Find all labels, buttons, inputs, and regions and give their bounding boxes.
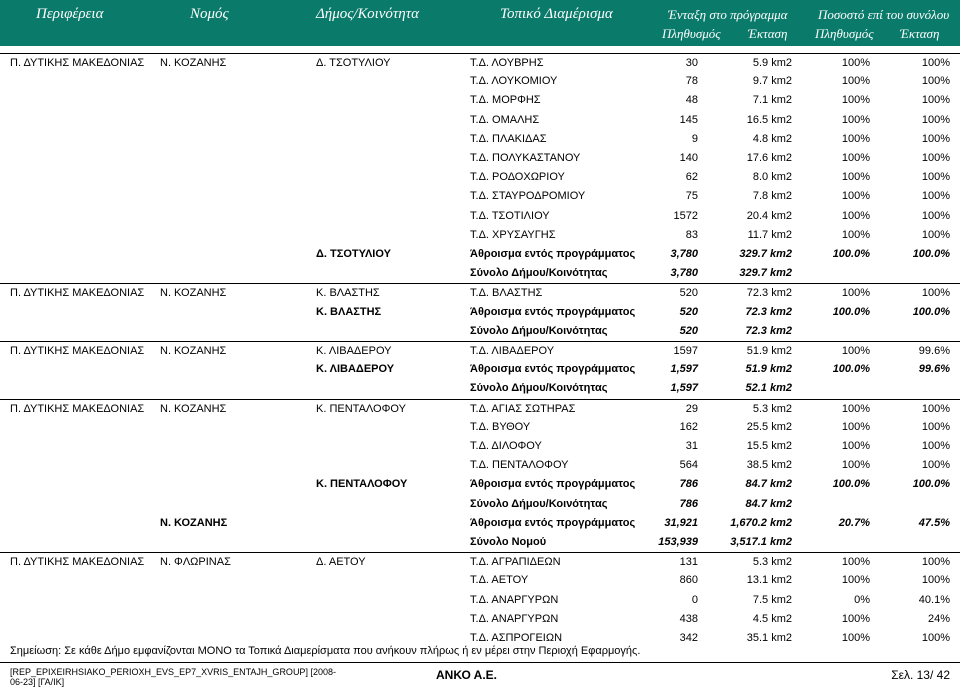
cell-pop: 162 [679,420,698,433]
cell-top: Τ.Δ. ΡΟΔΟΧΩΡΙΟΥ [470,171,565,184]
header-dimos: Δήμος/Κοινότητα [316,6,419,22]
cell-area: 5.9 km2 [752,57,792,69]
cell-per: Π. ΔΥΤΙΚΗΣ ΜΑΚΕΔΟΝΙΑΣ [10,345,145,357]
cell-dim: Κ. ΒΛΑΣΤΗΣ [316,305,382,318]
cell-area: 20.4 km2 [746,209,792,222]
cell-pop: 342 [679,632,698,644]
cell-area: 7.5 km2 [752,593,792,606]
table-header [0,0,960,46]
cell-top: Τ.Δ. ΑΓΙΑΣ ΣΩΤΗΡΑΣ [470,402,576,415]
cell-top: Τ.Δ. ΠΛΑΚΙΔΑΣ [470,132,547,145]
cell-pop: 30 [685,57,698,69]
cell-top: Τ.Δ. ΑΣΠΡΟΓΕΙΩΝ [470,632,563,644]
cell-pa: 100% [921,459,950,472]
cell-area: 11.7 km2 [747,228,792,241]
cell-area: 4.8 km2 [752,132,792,145]
cell-pa: 100% [921,190,950,203]
cell-dim: Κ. ΠΕΝΤΑΛΟΦΟΥ [316,478,408,491]
cell-pop: 1572 [673,209,698,222]
cell-pop: 83 [685,228,698,241]
cell-pp: 100% [841,556,870,569]
cell-pop: 78 [685,75,698,88]
cell-per: Π. ΔΥΤΙΚΗΣ ΜΑΚΕΔΟΝΙΑΣ [10,287,145,300]
cell-pa: 47.5% [918,516,950,529]
cell-area: 16.5 km2 [746,113,792,126]
cell-pa: 99.6% [918,363,950,376]
cell-top: Σύνολο Δήμου/Κοινότητας [470,382,608,395]
table-row [0,53,960,73]
header-plithysmos-2: Πληθυσμός [815,26,874,41]
table-row [0,533,960,552]
table-row [0,226,960,245]
cell-area: 25.5 km2 [746,420,792,433]
cell-top: Άθροισμα εντός προγράμματος [470,478,636,491]
cell-nom: Ν. ΦΛΩΡΙΝΑΣ [160,556,231,569]
table-row [0,130,960,149]
cell-top: Τ.Δ. ΣΤΑΥΡΟΔΡΟΜΙΟΥ [470,190,586,203]
cell-top: Τ.Δ. ΜΟΡΦΗΣ [470,94,541,107]
cell-top: Άθροισμα εντός προγράμματος [470,516,636,529]
table-row [0,610,960,629]
header-periferia: Περιφέρεια [36,6,104,22]
cell-top: Τ.Δ. ΔΙΛΟΦΟΥ [470,440,542,452]
cell-pa: 40.1% [918,593,950,606]
cell-top: Τ.Δ. ΑΝΑΡΓΥΡΩΝ [470,612,559,625]
cell-pop: 31 [685,440,698,452]
cell-per: Π. ΔΥΤΙΚΗΣ ΜΑΚΕΔΟΝΙΑΣ [10,556,145,569]
table-row [0,264,960,283]
cell-area: 9.7 km2 [752,75,792,88]
cell-nom: Ν. ΚΟΖΑΝΗΣ [160,402,227,415]
cell-top: Τ.Δ. ΠΟΛΥΚΑΣΤΑΝΟΥ [470,152,581,164]
cell-pp: 100% [841,459,870,472]
cell-pa: 100% [921,209,950,222]
cell-dim: Κ. ΛΙΒΑΔΕΡΟΥ [316,345,392,357]
cell-pop: 1,597 [670,363,698,376]
cell-pop: 9 [691,132,698,145]
table-row [0,283,960,303]
table-row [0,111,960,130]
cell-dim: Κ. ΒΛΑΣΤΗΣ [316,287,380,300]
cell-pp: 100% [841,75,870,88]
table-row [0,187,960,206]
header-nomos: Νομός [190,6,229,22]
cell-pa: 100% [921,94,950,107]
cell-area: 52.1 km2 [745,382,792,395]
header-pososto: Ποσοστό επί του συνόλου [818,7,950,22]
cell-pop: 145 [679,113,698,126]
table-row [0,379,960,398]
cell-pop: 1,597 [670,382,698,395]
cell-pop: 520 [679,287,698,300]
cell-pp: 100.0% [832,305,870,318]
cell-pop: 786 [679,478,698,491]
header-ektasi-2: Έκταση [900,26,940,41]
cell-pop: 1597 [673,345,698,357]
cell-pop: 48 [685,94,698,107]
cell-pp: 100% [841,132,870,145]
cell-pp: 100% [841,209,870,222]
page-number: Σελ. 13/ 42 [891,668,950,682]
cell-pp: 20.7% [838,516,870,529]
cell-area: 51.9 km2 [745,363,792,376]
cell-area: 3,517.1 km2 [730,536,792,548]
table-row [0,341,960,361]
cell-area: 84.7 km2 [745,478,792,491]
cell-pa: 100% [921,440,950,452]
cell-pa: 100.0% [912,248,950,260]
cell-pp: 100% [841,171,870,184]
cell-area: 72.3 km2 [745,324,792,337]
cell-nom: Ν. ΚΟΖΑΝΗΣ [160,287,227,300]
cell-top: Άθροισμα εντός προγράμματος [470,305,636,318]
cell-pp: 100% [841,440,870,452]
cell-pa: 100% [921,574,950,587]
header-ektasi-1: Έκταση [748,26,788,41]
cell-pop: 29 [685,402,698,415]
cell-dim: Κ. ΠΕΝΤΑΛΟΦΟΥ [316,402,406,415]
company-name: ΑΝΚΟ Α.Ε. [436,668,498,682]
cell-area: 4.5 km2 [752,612,792,625]
cell-pa: 100% [921,171,950,184]
cell-area: 72.3 km2 [745,305,792,318]
cell-area: 13.1 km2 [746,574,792,587]
cell-dim: Δ. ΤΣΟΤΥΛΙΟΥ [316,57,391,69]
cell-area: 329.7 km2 [739,248,792,260]
cell-pa: 100% [921,75,950,88]
cell-top: Σύνολο Δήμου/Κοινότητας [470,324,608,337]
cell-pp: 100% [841,632,870,644]
table-row [0,91,960,110]
cell-area: 5.3 km2 [752,402,792,415]
cell-area: 72.3 km2 [746,287,792,300]
cell-per: Π. ΔΥΤΙΚΗΣ ΜΑΚΕΔΟΝΙΑΣ [10,57,145,69]
cell-pop: 860 [679,574,698,587]
cell-top: Σύνολο Δήμου/Κοινότητας [470,267,608,280]
cell-pa: 100% [921,632,950,644]
cell-pop: 3,780 [670,267,698,280]
cell-top: Άθροισμα εντός προγράμματος [470,248,636,260]
table-row [0,514,960,533]
cell-dim: Κ. ΛΙΒΑΔΕΡΟΥ [316,363,395,376]
cell-pa: 100% [921,132,950,145]
table-row [0,418,960,437]
cell-pp: 100% [841,574,870,587]
table-row [0,495,960,514]
cell-pop: 75 [685,190,698,203]
cell-pop: 62 [685,171,698,184]
cell-top: Τ.Δ. ΛΟΥΒΡΗΣ [470,57,544,69]
cell-area: 15.5 km2 [746,440,792,452]
table-row [0,475,960,494]
cell-pop: 786 [679,497,698,510]
footer-divider [0,662,960,663]
cell-pop: 153,939 [658,536,698,548]
table-row [0,168,960,187]
cell-per: Π. ΔΥΤΙΚΗΣ ΜΑΚΕΔΟΝΙΑΣ [10,402,145,415]
cell-pop: 131 [679,556,698,569]
cell-pp: 100% [841,345,870,357]
cell-top: Τ.Δ. ΛΟΥΚΟΜΙΟΥ [470,75,558,88]
cell-top: Άθροισμα εντός προγράμματος [470,363,636,376]
cell-pop: 31,921 [664,516,698,529]
table-row [0,322,960,341]
cell-pa: 100% [921,152,950,164]
cell-pop: 3,780 [670,248,698,260]
header-plithysmos-1: Πληθυσμός [662,26,721,41]
cell-area: 329.7 km2 [739,267,792,280]
cell-top: Τ.Δ. ΠΕΝΤΑΛΟΦΟΥ [470,459,569,472]
cell-pop: 438 [679,612,698,625]
cell-area: 5.3 km2 [752,556,792,569]
cell-pa: 100.0% [912,478,950,491]
cell-pa: 100% [921,556,950,569]
footnote: Σημείωση: Σε κάθε Δήμο εμφανίζονται ΜΟΝΟ τα Τοπικά Διαμερίσματα που ανήκουν πλήρως ή εν μέρει στην Περιοχή Εφαρμογής. [10,645,641,657]
header-topiko: Τοπικό Διαμέρισμα [500,6,613,22]
cell-top: Τ.Δ. ΒΛΑΣΤΗΣ [470,287,543,300]
cell-area: 7.8 km2 [752,190,792,203]
cell-pp: 100% [841,152,870,164]
table-row [0,571,960,590]
cell-pa: 100% [921,287,950,300]
cell-top: Τ.Δ. ΑΝΑΡΓΥΡΩΝ [470,593,559,606]
cell-top: Τ.Δ. ΒΥΘΟΥ [470,420,531,433]
cell-area: 1,670.2 km2 [730,516,792,529]
cell-area: 35.1 km2 [746,632,792,644]
cell-pp: 100% [841,287,870,300]
cell-nom: Ν. ΚΟΖΑΝΗΣ [160,345,227,357]
cell-pp: 100% [841,57,870,69]
cell-top: Τ.Δ. ΤΣΟΤΙΛΙΟΥ [470,209,550,222]
cell-pp: 100% [841,420,870,433]
cell-pp: 100% [841,402,870,415]
cell-pp: 100.0% [832,363,870,376]
cell-pop: 520 [679,324,698,337]
table-row [0,207,960,226]
cell-pa: 100.0% [912,305,950,318]
cell-area: 17.6 km2 [746,152,792,164]
cell-pp: 100% [841,94,870,107]
table-row [0,149,960,168]
cell-pp: 100% [841,228,870,241]
cell-dim: Δ. ΤΣΟΤΥΛΙΟΥ [316,248,391,260]
table-row [0,303,960,322]
cell-pp: 100.0% [832,478,870,491]
table-row [0,360,960,379]
cell-pa: 100% [921,420,950,433]
cell-top: Σύνολο Δήμου/Κοινότητας [470,497,608,510]
cell-top: Τ.Δ. ΑΕΤΟΥ [470,574,529,587]
cell-pa: 24% [927,612,950,625]
cell-pp: 100.0% [832,248,870,260]
cell-pop: 140 [679,152,698,164]
cell-nom: Ν. ΚΟΖΑΝΗΣ [160,57,227,69]
cell-pa: 99.6% [918,345,950,357]
cell-area: 8.0 km2 [752,171,792,184]
table-row [0,245,960,264]
cell-pop: 520 [679,305,698,318]
table-row [0,72,960,91]
header-entaxi: Ένταξη στο πρόγραμμα [668,7,788,22]
table-row [0,591,960,610]
cell-pa: 100% [921,228,950,241]
cell-pp: 100% [841,190,870,203]
cell-top: Τ.Δ. ΟΜΑΛΗΣ [470,113,540,126]
cell-top: Τ.Δ. ΧΡΥΣΑΥΓΗΣ [470,228,556,241]
table-row [0,437,960,456]
cell-dim: Δ. ΑΕΤΟΥ [316,556,366,569]
cell-pa: 100% [921,113,950,126]
cell-pa: 100% [921,402,950,415]
cell-nom: Ν. ΚΟΖΑΝΗΣ [160,516,228,529]
cell-top: Τ.Δ. ΑΓΡΑΠΙΔΕΩΝ [470,556,561,569]
cell-top: Τ.Δ. ΛΙΒΑΔΕΡΟΥ [470,345,555,357]
cell-pa: 100% [921,57,950,69]
cell-pp: 100% [841,612,870,625]
cell-area: 38.5 km2 [746,459,792,472]
table-row [0,552,960,572]
cell-area: 84.7 km2 [745,497,792,510]
cell-pop: 0 [691,593,698,606]
table-row [0,456,960,475]
cell-top: Σύνολο Νομού [470,536,547,548]
cell-pp: 100% [841,113,870,126]
cell-pp: 0% [854,593,870,606]
cell-pop: 564 [679,459,698,472]
report-id: [REP_EPIXEIRHSIAKO_PERIOXH_EVS_EP7_XVRIS_ENTAJH_GROUP] [2008-06-23] [ΓΑ/ΙΚ] [10,667,336,687]
cell-area: 51.9 km2 [746,345,792,357]
cell-area: 7.1 km2 [752,94,792,107]
table-row [0,399,960,419]
